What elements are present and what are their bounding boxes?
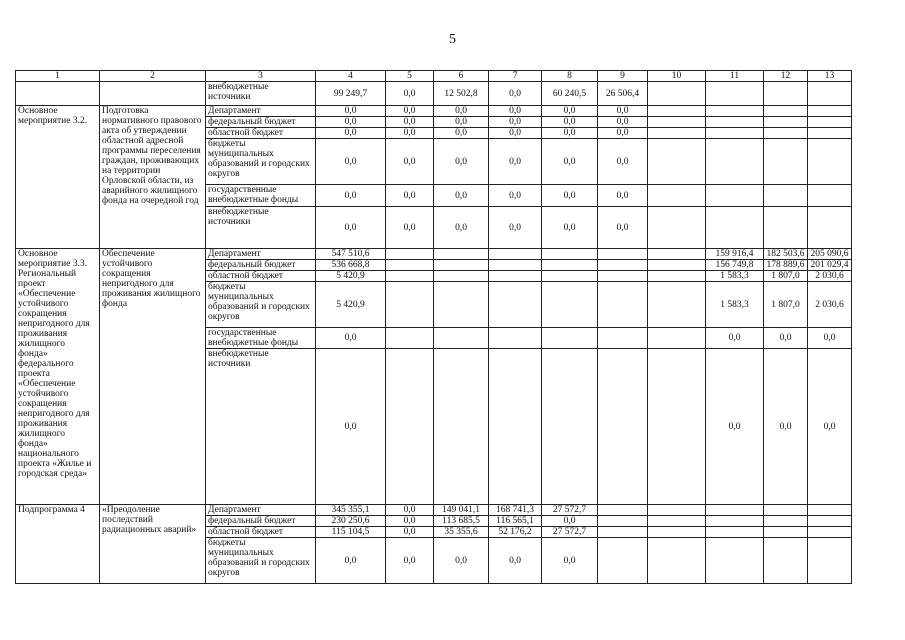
funding-source: Департамент (206, 249, 316, 260)
value-cell: 0,0 (542, 117, 598, 128)
value-cell (598, 527, 648, 538)
value-cell (808, 82, 852, 106)
value-cell: 0,0 (598, 106, 648, 117)
value-cell: 0,0 (489, 139, 542, 185)
column-header: 4 (316, 71, 386, 82)
value-cell (598, 282, 648, 328)
value-cell (386, 328, 434, 349)
value-cell (648, 128, 706, 139)
value-cell: 1 807,0 (764, 282, 808, 328)
column-header: 3 (206, 71, 316, 82)
value-cell: 0,0 (316, 128, 386, 139)
value-cell (386, 271, 434, 282)
value-cell (542, 349, 598, 505)
value-cell: 0,0 (434, 185, 489, 207)
value-cell: 0,0 (542, 106, 598, 117)
value-cell (706, 139, 764, 185)
value-cell (434, 328, 489, 349)
value-cell (706, 505, 764, 516)
value-cell (764, 185, 808, 207)
value-cell: 12 502,8 (434, 82, 489, 106)
value-cell: 0,0 (808, 349, 852, 505)
column-header: 9 (598, 71, 648, 82)
value-cell: 0,0 (434, 128, 489, 139)
value-cell: 205 090,6 (808, 249, 852, 260)
value-cell (706, 516, 764, 527)
value-cell: 0,0 (706, 328, 764, 349)
value-cell: 0,0 (316, 207, 386, 249)
page-number: 5 (449, 32, 456, 47)
table-row (16, 82, 852, 106)
value-cell (386, 260, 434, 271)
value-cell: 536 668,8 (316, 260, 386, 271)
value-cell (706, 106, 764, 117)
value-cell (808, 527, 852, 538)
value-cell (764, 538, 808, 584)
value-cell (434, 282, 489, 328)
value-cell (764, 106, 808, 117)
funding-source: федеральный бюджет (206, 117, 316, 128)
value-cell: 0,0 (542, 516, 598, 527)
value-cell (648, 349, 706, 505)
value-cell (648, 139, 706, 185)
value-cell (764, 505, 808, 516)
value-cell: 0,0 (434, 207, 489, 249)
value-cell: 547 510,6 (316, 249, 386, 260)
value-cell: 0,0 (316, 538, 386, 584)
value-cell (648, 282, 706, 328)
funding-source: внебюджетные источники (206, 207, 316, 249)
value-cell (434, 249, 489, 260)
funding-source: федеральный бюджет (206, 516, 316, 527)
value-cell: 0,0 (489, 207, 542, 249)
value-cell: 0,0 (386, 207, 434, 249)
budget-table (15, 70, 852, 584)
value-cell: 26 506,4 (598, 82, 648, 106)
value-cell (808, 185, 852, 207)
value-cell: 0,0 (386, 516, 434, 527)
funding-source: внебюджетные источники (206, 349, 316, 505)
column-header: 12 (764, 71, 808, 82)
value-cell: 0,0 (764, 349, 808, 505)
value-cell (808, 139, 852, 185)
header-row (16, 71, 852, 82)
value-cell: 0,0 (542, 538, 598, 584)
value-cell (542, 249, 598, 260)
value-cell (648, 249, 706, 260)
value-cell (489, 249, 542, 260)
value-cell (434, 349, 489, 505)
value-cell (648, 538, 706, 584)
value-cell: 52 176,2 (489, 527, 542, 538)
table-row (16, 249, 852, 260)
funding-source: федеральный бюджет (206, 260, 316, 271)
value-cell (764, 139, 808, 185)
funding-source: государственные внебюджетные фонды (206, 328, 316, 349)
value-cell (489, 282, 542, 328)
value-cell (598, 505, 648, 516)
value-cell (598, 260, 648, 271)
value-cell (764, 128, 808, 139)
value-cell (764, 527, 808, 538)
value-cell: 0,0 (386, 185, 434, 207)
value-cell: 60 240,5 (542, 82, 598, 106)
funding-source: внебюджетные источники (206, 82, 316, 106)
value-cell (648, 207, 706, 249)
column-header: 1 (16, 71, 100, 82)
value-cell: 0,0 (489, 106, 542, 117)
value-cell: 1 583,3 (706, 282, 764, 328)
value-cell: 149 041,1 (434, 505, 489, 516)
value-cell: 113 685,5 (434, 516, 489, 527)
activity-name: Основное мероприятие 3.2. (16, 106, 100, 249)
value-cell (598, 349, 648, 505)
value-cell: 27 572,7 (542, 505, 598, 516)
value-cell: 27 572,7 (542, 527, 598, 538)
value-cell: 201 029,4 (808, 260, 852, 271)
value-cell: 0,0 (434, 538, 489, 584)
value-cell: 0,0 (316, 106, 386, 117)
column-header: 6 (434, 71, 489, 82)
value-cell (648, 106, 706, 117)
column-header: 8 (542, 71, 598, 82)
value-cell (648, 328, 706, 349)
value-cell: 0,0 (598, 139, 648, 185)
activity-description: Подготовка нормативного правового акта об утверждении областной адресной программы переселения граждан, проживающих на территории Орловской области, из аварийного жилищного фонда на очередной год (100, 106, 206, 249)
value-cell: 0,0 (598, 117, 648, 128)
column-header: 2 (100, 71, 206, 82)
value-cell (489, 328, 542, 349)
value-cell: 2 030,6 (808, 282, 852, 328)
column-header: 11 (706, 71, 764, 82)
value-cell: 230 250,6 (316, 516, 386, 527)
value-cell: 0,0 (434, 117, 489, 128)
value-cell: 0,0 (316, 349, 386, 505)
value-cell: 0,0 (386, 106, 434, 117)
column-header: 5 (386, 71, 434, 82)
activity-name: Основное мероприятие 3.3. Региональный проект «Обеспечение устойчивого сокращения непригодного для проживания жилищного фонда» федерального проекта «Обеспечение устойчивого сокращения непригодного для проживания жилищного фонда» национального проекта «Жилье и городская среда» (16, 249, 100, 505)
value-cell: 0,0 (434, 139, 489, 185)
value-cell: 159 916,4 (706, 249, 764, 260)
value-cell (648, 260, 706, 271)
value-cell: 0,0 (542, 185, 598, 207)
activity-description: Обеспечение устойчивого сокращения непригодного для проживания жилищного фонда (100, 249, 206, 505)
value-cell: 115 104,5 (316, 527, 386, 538)
value-cell: 0,0 (542, 207, 598, 249)
value-cell: 0,0 (316, 139, 386, 185)
value-cell (648, 271, 706, 282)
value-cell (808, 538, 852, 584)
value-cell (386, 249, 434, 260)
value-cell (434, 271, 489, 282)
value-cell (648, 527, 706, 538)
funding-source: областной бюджет (206, 128, 316, 139)
value-cell: 35 355,6 (434, 527, 489, 538)
value-cell (434, 260, 489, 271)
value-cell: 2 030,6 (808, 271, 852, 282)
value-cell: 0,0 (386, 139, 434, 185)
table-row (16, 505, 852, 516)
funding-source: государственные внебюджетные фонды (206, 185, 316, 207)
value-cell: 168 741,3 (489, 505, 542, 516)
value-cell: 0,0 (598, 185, 648, 207)
funding-source: Департамент (206, 505, 316, 516)
value-cell (764, 117, 808, 128)
value-cell (808, 128, 852, 139)
value-cell: 1 807,0 (764, 271, 808, 282)
value-cell: 0,0 (316, 117, 386, 128)
value-cell: 1 583,3 (706, 271, 764, 282)
column-header: 10 (648, 71, 706, 82)
value-cell: 0,0 (386, 538, 434, 584)
value-cell (764, 82, 808, 106)
value-cell (598, 249, 648, 260)
value-cell (706, 538, 764, 584)
value-cell: 156 749,8 (706, 260, 764, 271)
value-cell: 0,0 (386, 527, 434, 538)
value-cell: 99 249,7 (316, 82, 386, 106)
empty-cell (100, 82, 206, 106)
value-cell (706, 128, 764, 139)
funding-source: бюджеты муниципальных образований и городских округов (206, 139, 316, 185)
value-cell (489, 260, 542, 271)
value-cell (542, 260, 598, 271)
funding-source: Департамент (206, 106, 316, 117)
value-cell (808, 106, 852, 117)
value-cell: 178 889,6 (764, 260, 808, 271)
value-cell (808, 207, 852, 249)
value-cell: 0,0 (489, 185, 542, 207)
column-header: 7 (489, 71, 542, 82)
value-cell (386, 349, 434, 505)
table-row (16, 106, 852, 117)
value-cell (706, 527, 764, 538)
value-cell (648, 516, 706, 527)
value-cell: 0,0 (489, 82, 542, 106)
value-cell (808, 117, 852, 128)
value-cell: 116 565,1 (489, 516, 542, 527)
value-cell: 0,0 (489, 538, 542, 584)
value-cell: 0,0 (808, 328, 852, 349)
value-cell (648, 82, 706, 106)
funding-source: бюджеты муниципальных образований и городских округов (206, 538, 316, 584)
empty-cell (16, 82, 100, 106)
value-cell: 0,0 (542, 139, 598, 185)
value-cell: 182 503,6 (764, 249, 808, 260)
value-cell: 0,0 (386, 505, 434, 516)
value-cell: 0,0 (706, 349, 764, 505)
value-cell: 5 420,9 (316, 282, 386, 328)
value-cell: 0,0 (316, 328, 386, 349)
value-cell (706, 185, 764, 207)
value-cell (764, 207, 808, 249)
value-cell: 0,0 (764, 328, 808, 349)
value-cell: 0,0 (542, 128, 598, 139)
value-cell: 0,0 (386, 82, 434, 106)
value-cell (648, 117, 706, 128)
value-cell: 0,0 (489, 117, 542, 128)
value-cell (489, 271, 542, 282)
funding-source: областной бюджет (206, 527, 316, 538)
activity-description: «Преодоление последствий радиационных аварий» (100, 505, 206, 584)
funding-source: бюджеты муниципальных образований и городских округов (206, 282, 316, 328)
value-cell (598, 516, 648, 527)
value-cell (648, 505, 706, 516)
value-cell (489, 349, 542, 505)
value-cell (598, 271, 648, 282)
value-cell (542, 282, 598, 328)
value-cell (706, 207, 764, 249)
value-cell: 0,0 (386, 128, 434, 139)
value-cell: 5 420,9 (316, 271, 386, 282)
value-cell (386, 282, 434, 328)
value-cell: 0,0 (598, 207, 648, 249)
value-cell (764, 516, 808, 527)
value-cell: 0,0 (598, 128, 648, 139)
column-header: 13 (808, 71, 852, 82)
value-cell: 345 355,1 (316, 505, 386, 516)
funding-source: областной бюджет (206, 271, 316, 282)
value-cell (706, 82, 764, 106)
value-cell (808, 505, 852, 516)
value-cell: 0,0 (489, 128, 542, 139)
value-cell (808, 516, 852, 527)
value-cell: 0,0 (386, 117, 434, 128)
value-cell (648, 185, 706, 207)
value-cell (542, 271, 598, 282)
value-cell (542, 328, 598, 349)
value-cell (598, 538, 648, 584)
value-cell: 0,0 (316, 185, 386, 207)
value-cell: 0,0 (434, 106, 489, 117)
activity-name: Подпрограмма 4 (16, 505, 100, 584)
value-cell (706, 117, 764, 128)
value-cell (598, 328, 648, 349)
